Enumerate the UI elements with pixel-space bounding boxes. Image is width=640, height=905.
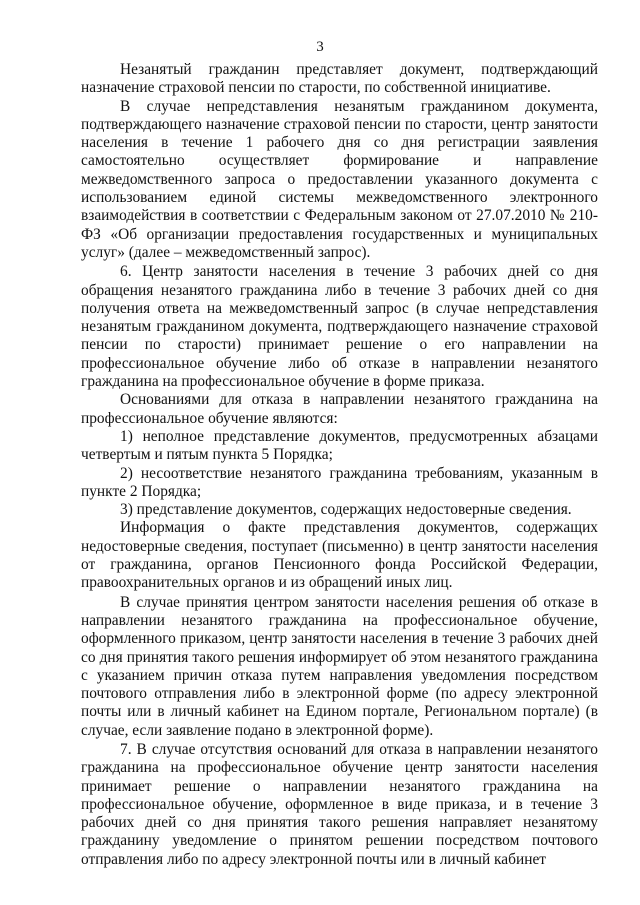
document-body: [81, 61, 598, 869]
paragraph-interagency-request: В случае непредставления незанятым гражданином документа, подтверждающего назначение страховой пенсии по старости, центр занятости населения в течение 1 рабочего дня со дня регистрации заявления самостоятельно осуществляет формирование и направление межведомственного запроса о предоставлении указанного документа с использованием единой системы межведомственного электронного взаимодействия в соответствии с Федеральным законом от 27.07.2010 № 210-ФЗ «Об организации предоставления государственных и муниципальных услуг» (далее – межведомственный запрос).: [81, 97, 598, 261]
list-item-ground-2: 2) несоответствие незанятого гражданина требованиям, указанным в пункте 2 Порядка;: [81, 464, 598, 500]
list-item-ground-3: 3) представление документов, содержащих недостоверные сведения.: [120, 501, 572, 519]
paragraph-pension-document: Незанятый гражданин представляет документ, подтверждающий назначение страховой пенсии по старости, по собственной инициативе.: [81, 61, 598, 97]
paragraph-false-info: Информация о факте представления документов, содержащих недостоверные сведения, поступает (письменно) в центр занятости населения от гражданина, органов Пенсионного фонда Российской Федерации, правоохранительных органов и из обращений иных лиц.: [81, 519, 598, 592]
paragraph-clause-7: 7. В случае отсутствия оснований для отказа в направлении незанятого гражданина на профессиональное обучение центр занятости населения принимает решение о направлении незанятого гражданина на профессиональное обучение, оформленное в виде приказа, и в течение 3 рабочих дней со дня принятия такого решения направляет незанятому гражданину уведомление о принятом решении посредством почтового отправления либо по адресу электронной почты или в личный кабинет: [81, 740, 598, 868]
paragraph-clause-6: 6. Центр занятости населения в течение 3 рабочих дней со дня обращения незанятого гражданина либо в течение 3 рабочих дней со дня получения ответа на межведомственный запрос (в случае непредставления незанятым гражданином документа, подтверждающего назначение страховой пенсии по старости) принимает решение о его направлении на профессиональное обучение либо об отказе в направлении незанятого гражданина на профессиональное обучение в форме приказа.: [81, 263, 598, 391]
paragraph-refusal-grounds: Основаниями для отказа в направлении незанятого гражданина на профессиональное обучение являются:: [81, 391, 598, 427]
paragraph-refusal-notification: В случае принятия центром занятости населения решения об отказе в направлении незанятого гражданина на профессиональное обучение, оформленного приказом, центр занятости населения в течение 3 рабочих дней со дня принятия такого решения информирует об этом незанятого гражданина с указанием причин отказа путем направления уведомления посредством почтового отправления либо в электронной форме (по адресу электронной почты или в личный кабинет на Едином портале, Региональном портале) (в случае, если заявление подано в электронной форме).: [81, 593, 598, 739]
list-item-ground-1: 1) неполное представление документов, предусмотренных абзацами четвертым и пятым пункта 5 Порядка;: [81, 427, 598, 464]
page-number: 3: [316, 39, 324, 55]
